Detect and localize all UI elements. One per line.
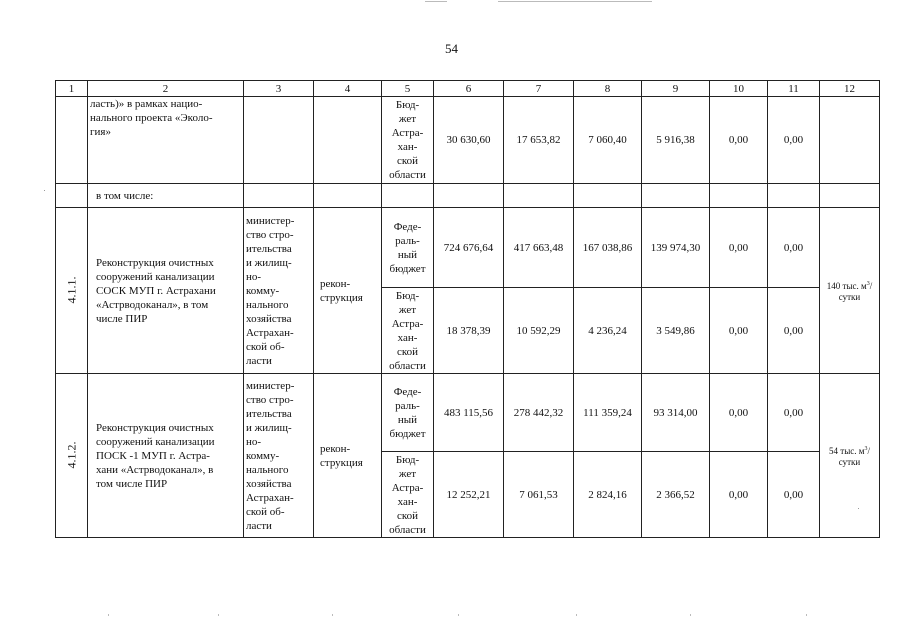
capacity-value: 54 тыс. м bbox=[829, 445, 865, 456]
capacity-cell bbox=[820, 97, 880, 184]
project-name-cell: Реконструкция очистных сооружений канализации ПОСК -1 МУП г. Астра- хани «Астрводоканал», в том числе ПИР bbox=[88, 374, 244, 538]
value-cell: 111 359,24 bbox=[574, 374, 642, 452]
scan-mark bbox=[425, 1, 447, 2]
work-type-cell: рекон- струкция bbox=[314, 208, 382, 374]
empty-cell bbox=[382, 184, 434, 208]
table-row-continuation bbox=[56, 97, 880, 184]
capacity-unit: сутки bbox=[838, 456, 861, 467]
capacity-value: 140 тыс. м bbox=[826, 280, 867, 291]
empty-cell bbox=[710, 184, 768, 208]
page-number: 54 bbox=[445, 41, 458, 56]
scan-speck bbox=[690, 614, 691, 616]
table-row bbox=[56, 374, 880, 452]
value-cell: 93 314,00 bbox=[642, 374, 710, 452]
value-cell: 0,00 bbox=[710, 208, 768, 288]
agency-cell bbox=[244, 97, 314, 184]
budget-table bbox=[55, 80, 880, 538]
value-cell: 3 549,86 bbox=[642, 288, 710, 374]
work-type-cell bbox=[314, 97, 382, 184]
funding-source-cell: Феде- раль- ный бюджет bbox=[382, 208, 434, 288]
value-cell: 12 252,21 bbox=[434, 452, 504, 538]
empty-cell bbox=[642, 184, 710, 208]
empty-cell bbox=[820, 184, 880, 208]
header-cell: 2 bbox=[88, 81, 244, 97]
empty-cell bbox=[768, 184, 820, 208]
work-type-cell: рекон- струкция bbox=[314, 374, 382, 538]
including-label: в том числе: bbox=[88, 184, 244, 208]
table-row bbox=[56, 208, 880, 288]
value-cell: 30 630,60 bbox=[434, 97, 504, 184]
capacity-sup: 3 bbox=[866, 280, 870, 287]
header-cell: 8 bbox=[574, 81, 642, 97]
funding-source-cell: Бюд- жет Астра- хан- ской области bbox=[382, 452, 434, 538]
table-row-subtotal-label bbox=[56, 184, 880, 208]
empty-cell bbox=[574, 184, 642, 208]
header-cell: 4 bbox=[314, 81, 382, 97]
value-cell: 0,00 bbox=[768, 208, 820, 288]
scan-speck bbox=[332, 614, 333, 616]
header-cell: 7 bbox=[504, 81, 574, 97]
value-cell: 0,00 bbox=[768, 97, 820, 184]
item-number: 4.1.1. bbox=[64, 276, 79, 304]
capacity-sup: 3 bbox=[864, 445, 868, 452]
value-cell: 7 061,53 bbox=[504, 452, 574, 538]
item-number-cell bbox=[56, 208, 88, 374]
scan-speck bbox=[44, 190, 45, 191]
scan-speck bbox=[806, 614, 807, 616]
funding-source-cell: Бюд- жет Астра- хан- ской области bbox=[382, 97, 434, 184]
project-name-cell: ласть)» в рамках нацио- нального проекта «Эколо- гия» bbox=[88, 97, 244, 184]
value-cell: 0,00 bbox=[768, 288, 820, 374]
value-cell: 17 653,82 bbox=[504, 97, 574, 184]
header-cell: 10 bbox=[710, 81, 768, 97]
row-number-cell bbox=[56, 184, 88, 208]
scan-speck bbox=[218, 614, 219, 616]
capacity-cell: 54 тыс. $м^3/$ сутки bbox=[820, 374, 880, 538]
value-cell: 724 676,64 bbox=[434, 208, 504, 288]
header-cell: 9 bbox=[642, 81, 710, 97]
header-cell: 1 bbox=[56, 81, 88, 97]
value-cell: 5 916,38 bbox=[642, 97, 710, 184]
header-row bbox=[56, 81, 880, 97]
value-cell: 0,00 bbox=[768, 374, 820, 452]
value-cell: 0,00 bbox=[768, 452, 820, 538]
header-cell: 11 bbox=[768, 81, 820, 97]
value-cell: 4 236,24 bbox=[574, 288, 642, 374]
value-cell: 18 378,39 bbox=[434, 288, 504, 374]
value-cell: 2 366,52 bbox=[642, 452, 710, 538]
value-cell: 278 442,32 bbox=[504, 374, 574, 452]
value-cell: 0,00 bbox=[710, 374, 768, 452]
scan-speck bbox=[458, 614, 459, 616]
project-name-cell: Реконструкция очистных сооружений канализации СОСК МУП г. Астрахани «Астрводоканал», в том числе ПИР bbox=[88, 208, 244, 374]
row-number-cell bbox=[56, 97, 88, 184]
empty-cell bbox=[244, 184, 314, 208]
value-cell: 0,00 bbox=[710, 452, 768, 538]
value-cell: 0,00 bbox=[710, 97, 768, 184]
scan-mark bbox=[498, 1, 652, 2]
value-cell: 2 824,16 bbox=[574, 452, 642, 538]
value-cell: 10 592,29 bbox=[504, 288, 574, 374]
capacity-cell: 140 тыс. $м^3/$ сутки bbox=[820, 208, 880, 374]
capacity-unit: сутки bbox=[838, 291, 861, 302]
item-number: 4.1.2. bbox=[64, 441, 79, 469]
scan-speck bbox=[576, 614, 577, 616]
scan-speck bbox=[858, 508, 859, 509]
funding-source-cell: Феде- раль- ный бюджет bbox=[382, 374, 434, 452]
empty-cell bbox=[314, 184, 382, 208]
value-cell: 0,00 bbox=[710, 288, 768, 374]
scan-speck bbox=[108, 614, 109, 616]
item-number-cell bbox=[56, 374, 88, 538]
value-cell: 7 060,40 bbox=[574, 97, 642, 184]
agency-cell: министер- ство стро- ительства и жилищ- но- комму- нального хозяйства Астрахан- ской об- ласти bbox=[244, 208, 314, 374]
value-cell: 167 038,86 bbox=[574, 208, 642, 288]
value-cell: 483 115,56 bbox=[434, 374, 504, 452]
empty-cell bbox=[434, 184, 504, 208]
funding-source-cell: Бюд- жет Астра- хан- ской области bbox=[382, 288, 434, 374]
empty-cell bbox=[504, 184, 574, 208]
header-cell: 3 bbox=[244, 81, 314, 97]
header-cell: 12 bbox=[820, 81, 880, 97]
value-cell: 417 663,48 bbox=[504, 208, 574, 288]
header-cell: 6 bbox=[434, 81, 504, 97]
value-cell: 139 974,30 bbox=[642, 208, 710, 288]
header-cell: 5 bbox=[382, 81, 434, 97]
agency-cell: министер- ство стро- ительства и жилищ- но- комму- нального хозяйства Астрахан- ской об- ласти bbox=[244, 374, 314, 538]
